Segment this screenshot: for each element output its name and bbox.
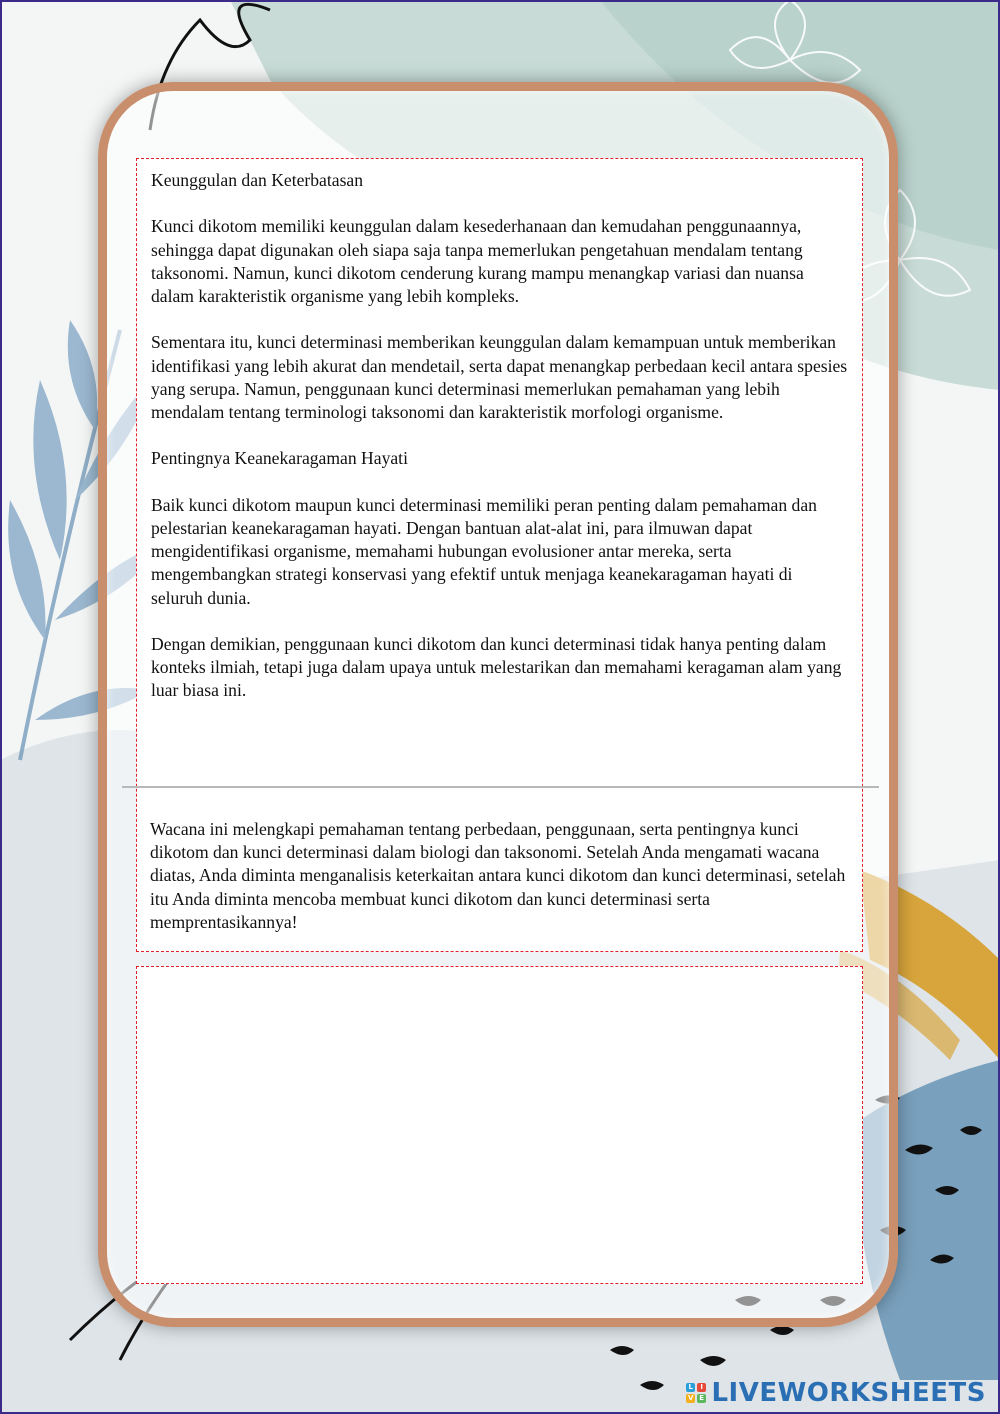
answer-input-box[interactable] xyxy=(136,966,863,1284)
section-divider xyxy=(122,786,879,788)
paragraph: Dengan demikian, penggunaan kunci dikotom dan kunci determinasi tidak hanya penting dalam konteks ilmiah, tetapi juga dalam upaya untuk melestarikan dan memahami keragaman alam yang luar biasa ini. xyxy=(151,633,842,701)
brand-name: LIVEWORKSHEETS xyxy=(711,1378,986,1408)
section-heading: Keunggulan dan Keterbatasan xyxy=(151,170,364,190)
instruction-text: Wacana ini melengkapi pemahaman tentang perbedaan, penggunaan, serta pentingnya kunci dikotom dan kunci determinasi dalam biologi dan taksonomi. Setelah Anda mengamati wacana diatas, Anda diminta menganalisis keterkaitan antara kunci dikotom dan kunci determinasi, setelah itu Anda diminta mencoba membuat kunci dikotom dan kunci determinasi serta memprentasikannya! xyxy=(150,819,846,932)
liveworksheets-logo-icon: L I V E xyxy=(687,1383,705,1402)
paragraph: Kunci dikotom memiliki keunggulan dalam kesederhanaan dan kemudahan penggunaannya, sehingga dapat digunakan oleh siapa saja tanpa memerlukan pengetahuan mendalam tentang taksonomi. Namun, kunci dikotom cenderung kurang mampu menangkap variasi dan nuansa dalam karakteristik organisme yang lebih kompleks. xyxy=(151,216,804,306)
liveworksheets-brand[interactable] xyxy=(686,1378,986,1408)
paragraph: Baik kunci dikotom maupun kunci determinasi memiliki peran penting dalam pemahaman dan pelestarian keanekaragaman hayati. Dengan bantuan alat-alat ini, para ilmuwan dapat mengidentifikasi organisme, memahami hubungan evolusioner antar mereka, serta mengembangkan strategi konservasi yang efektif untuk menjaga keanekaragaman hayati di seluruh dunia. xyxy=(151,494,817,608)
paragraph: Sementara itu, kunci determinasi memberikan keunggulan dalam kemampuan untuk memberikan identifikasi yang lebih akurat dan mendetail, serta dapat menangkap perbedaan kecil antara spesies yang serupa. Namun, penggunaan kunci determinasi memerlukan pemahaman yang lebih mendalam tentang terminologi taksonomi dan karakteristik morfologi organisme. xyxy=(151,332,848,422)
section-heading: Pentingnya Keanekaragaman Hayati xyxy=(151,448,408,469)
